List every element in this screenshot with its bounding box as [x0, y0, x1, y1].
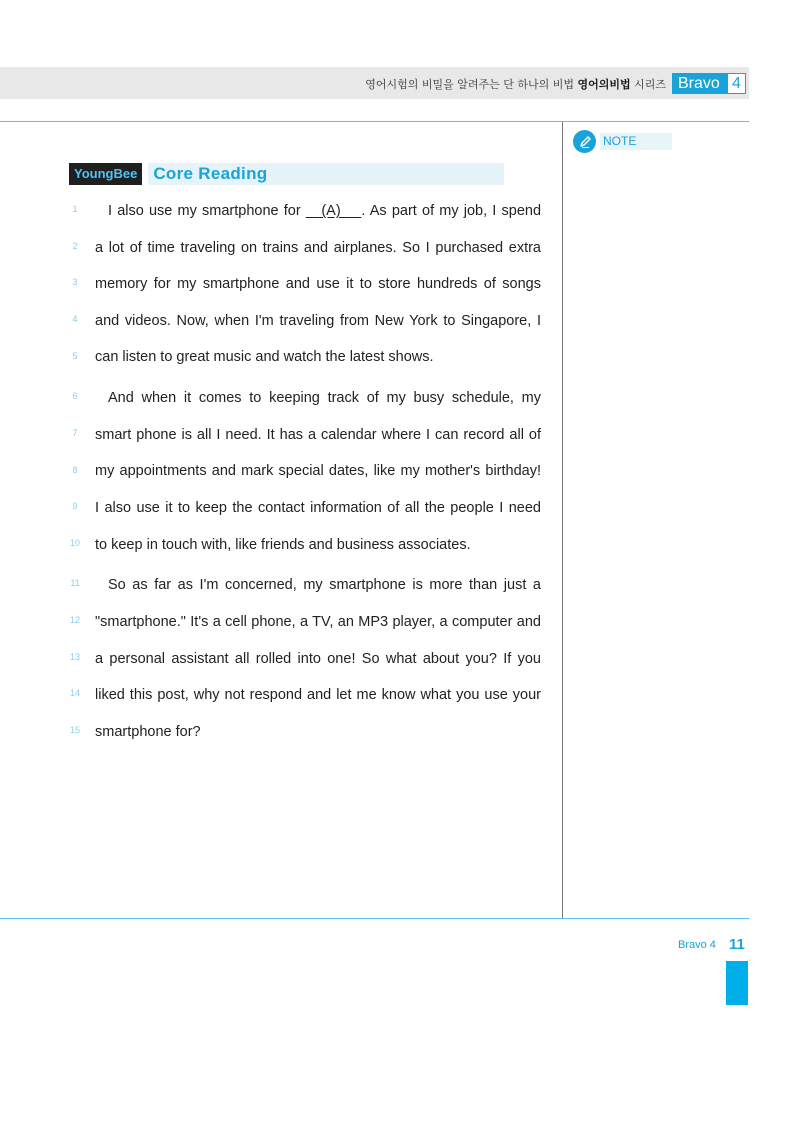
passage-line: smartphone for? — [95, 724, 201, 740]
pencil-icon — [573, 130, 596, 153]
passage-line: I also use it to keep the contact information of all the people I need — [95, 500, 541, 516]
line-number: 12 — [69, 615, 80, 625]
passage-line: "smartphone." It's a cell phone, a TV, an MP3 player, a computer and — [95, 614, 541, 630]
passage-line: and videos. Now, when I'm traveling from New York to Singapore, I — [95, 313, 541, 329]
section-title-row — [69, 163, 504, 185]
passage-line: to keep in touch with, like friends and business associates. — [95, 537, 471, 553]
line-number: 5 — [72, 351, 78, 361]
line-number: 2 — [72, 241, 78, 251]
line-number: 9 — [72, 501, 78, 511]
section-title: Core Reading — [148, 163, 504, 185]
note-label: NOTE — [600, 133, 672, 150]
bottom-rule — [0, 918, 749, 919]
top-rule — [0, 121, 749, 122]
line-number: 3 — [72, 277, 78, 287]
passage-line: a lot of time traveling on trains and airplanes. So I purchased extra — [95, 240, 541, 256]
line-number: 4 — [72, 314, 78, 324]
line-number: 15 — [69, 725, 80, 735]
passage-line: my appointments and mark special dates, like my mother's birthday! — [95, 463, 541, 479]
passage-line: a personal assistant all rolled into one! So what about you? If you — [95, 651, 541, 667]
passage-line — [108, 201, 541, 221]
line-text: I also use my smartphone for — [108, 203, 306, 219]
line-number: 13 — [69, 652, 80, 662]
line-number: 1 — [72, 204, 78, 214]
line-text: . As part of my job, I spend — [361, 203, 542, 219]
section-badge: YoungBee — [69, 163, 142, 185]
series-prefix: 영어시험의 비밀을 알려주는 단 하나의 비법 — [365, 78, 578, 91]
brand-name: Bravo — [678, 75, 720, 92]
line-number: 6 — [72, 391, 78, 401]
passage-line: can listen to great music and watch the latest shows. — [95, 349, 434, 365]
answer-blank-a: (A) — [305, 203, 362, 219]
series-name: 영어의비법 — [577, 78, 631, 91]
brand-number: 4 — [728, 74, 745, 93]
page-tab-marker — [726, 961, 748, 1005]
column-divider — [562, 122, 563, 918]
line-number: 8 — [72, 465, 78, 475]
series-suffix: 시리즈 — [630, 78, 666, 91]
line-number: 7 — [72, 428, 78, 438]
page-number: 11 — [729, 936, 745, 953]
series-title — [365, 76, 666, 92]
note-header — [573, 130, 672, 153]
passage-line: liked this post, why not respond and let me know what you use your — [95, 687, 541, 703]
brand-box — [672, 73, 746, 94]
line-number: 10 — [69, 538, 80, 548]
footer-label: Bravo 4 — [678, 939, 716, 951]
passage-line: memory for my smartphone and use it to store hundreds of songs — [95, 276, 541, 292]
passage-line: And when it comes to keeping track of my busy schedule, my — [108, 390, 541, 406]
line-number: 14 — [69, 688, 80, 698]
passage-line: smart phone is all I need. It has a calendar where I can record all of — [95, 427, 541, 443]
passage-line: So as far as I'm concerned, my smartphone is more than just a — [108, 577, 541, 593]
line-number: 11 — [70, 578, 80, 588]
